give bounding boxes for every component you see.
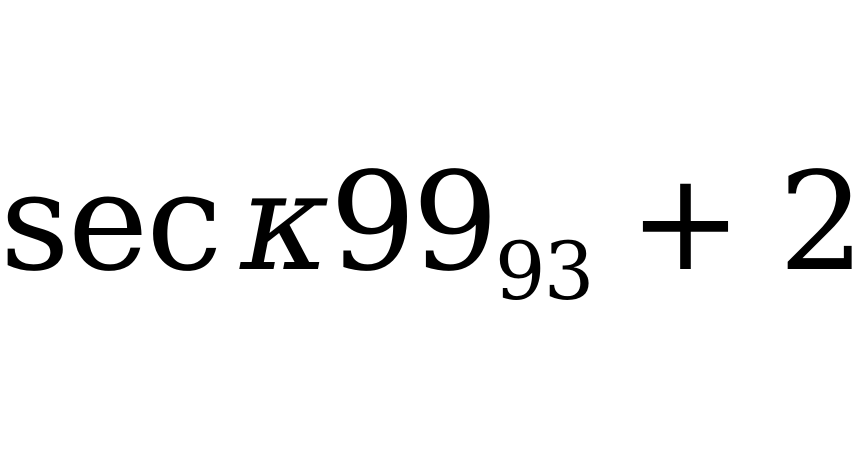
kappa-variable: κ <box>240 144 330 302</box>
subscript: 93 <box>494 225 593 318</box>
math-expression <box>0 138 861 318</box>
base-number: 99 <box>329 144 495 302</box>
constant: 2 <box>778 144 861 302</box>
sec-function: sec <box>0 144 221 302</box>
plus-operator: + <box>628 144 743 302</box>
